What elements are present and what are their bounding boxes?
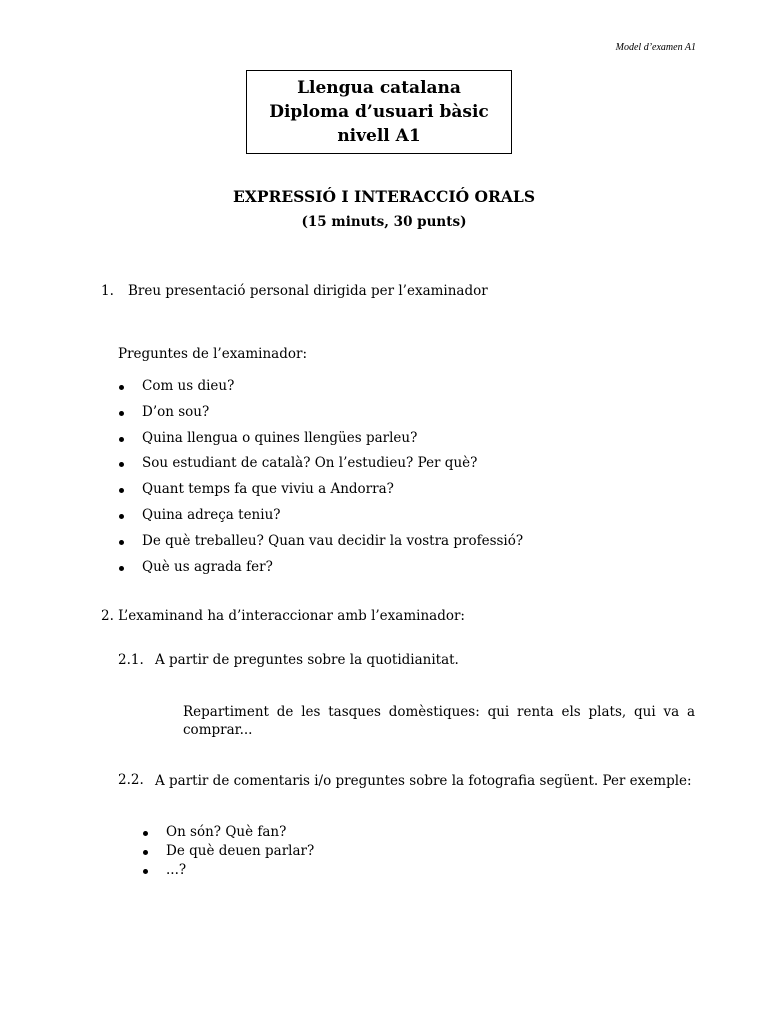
list-item: On són? Què fan? <box>142 823 314 842</box>
sub1-text: A partir de preguntes sobre la quotidianitat. <box>155 652 459 668</box>
sub2-number: 2.2. <box>118 772 144 788</box>
title-line-1: Llengua catalana <box>297 78 461 98</box>
list-item: Quina adreça teniu? <box>118 506 523 532</box>
title-line-2: Diploma d’usuari bàsic <box>269 102 489 122</box>
list-item: ...? <box>142 861 314 880</box>
list-item: Quant temps fa que viviu a Andorra? <box>118 480 523 506</box>
list-item: D’on sou? <box>118 403 523 429</box>
list-item: De què treballeu? Quan vau decidir la vostra professió? <box>118 532 523 558</box>
list-item: Sou estudiant de català? On l’estudieu? Per què? <box>118 454 523 480</box>
part2-text: 2. L’examinand ha d’interaccionar amb l’examinador: <box>101 608 465 624</box>
section-subtitle: (15 minuts, 30 punts) <box>301 214 467 230</box>
section-title: EXPRESSIÓ I INTERACCIÓ ORALS <box>232 187 536 206</box>
sub1-detail: Repartiment de les tasques domèstiques: qui renta els plats, qui va a comprar... <box>183 704 695 738</box>
list-item: Què us agrada fer? <box>118 558 523 584</box>
list-item: De què deuen parlar? <box>142 842 314 861</box>
question-list <box>118 377 523 583</box>
sub1-number: 2.1. <box>118 652 144 668</box>
list-item: Com us dieu? <box>118 377 523 403</box>
part1-text: Breu presentació personal dirigida per l’examinador <box>128 283 488 299</box>
part1-number: 1. <box>101 283 114 299</box>
questions-label: Preguntes de l’examinador: <box>118 346 308 362</box>
title-line-3: nivell A1 <box>337 126 421 146</box>
sub2-list <box>142 823 314 880</box>
title-box <box>246 70 512 154</box>
list-item: Quina llengua o quines llengües parleu? <box>118 429 523 455</box>
sub2-text: A partir de comentaris i/o preguntes sobre la fotografia següent. Per exemple: <box>155 773 692 789</box>
header-note: Model d’examen A1 <box>615 42 696 53</box>
